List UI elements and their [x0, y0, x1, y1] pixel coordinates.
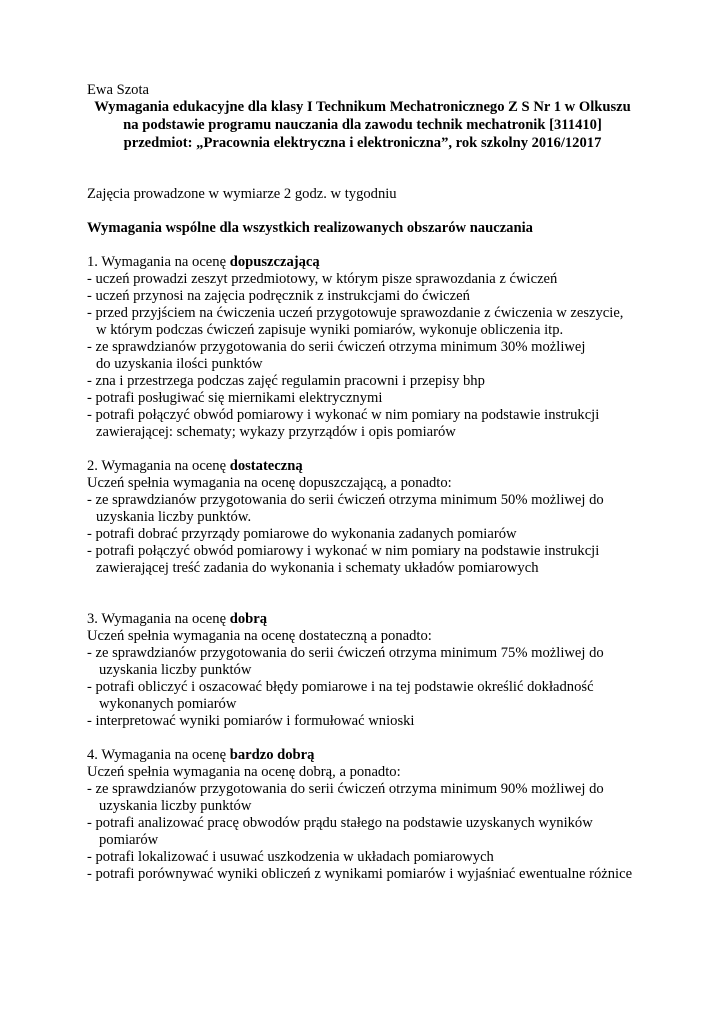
section-2-line: Uczeń spełnia wymagania na ocenę dopuszczającą, a ponadto: — [87, 475, 452, 491]
section-3-line: Uczeń spełnia wymagania na ocenę dostateczną a ponadto: — [87, 628, 432, 644]
section-1-line: - przed przyjściem na ćwiczenia uczeń przygotowuje sprawozdanie z ćwiczenia w zeszycie, — [87, 305, 624, 321]
section-4-line: - potrafi lokalizować i usuwać uszkodzenia w układach pomiarowych — [87, 849, 494, 865]
section-3-line: - ze sprawdzianów przygotowania do serii ćwiczeń otrzyma minimum 75% możliwej do — [87, 645, 604, 661]
hours-note: Zajęcia prowadzone w wymiarze 2 godz. w tygodniu — [87, 186, 397, 202]
section-1-line: - zna i przestrzega podczas zajęć regulamin pracowni i przepisy bhp — [87, 373, 485, 389]
section-1-grade: dopuszczającą — [229, 254, 320, 270]
section-4-heading — [87, 747, 314, 765]
section-1-line: - ze sprawdzianów przygotowania do serii ćwiczeń otrzyma minimum 30% możliwej — [87, 339, 586, 355]
section-4-line: pomiarów — [99, 832, 159, 848]
section-3-line: - interpretować wyniki pomiarów i formułować wnioski — [87, 713, 415, 729]
section-1-prefix: 1. Wymagania na ocenę — [87, 254, 230, 270]
section-1-line: - uczeń przynosi na zajęcia podręcznik z instrukcjami do ćwiczeń — [87, 288, 470, 304]
section-4-grade: bardzo dobrą — [229, 747, 315, 763]
section-2-prefix: 2. Wymagania na ocenę — [87, 458, 230, 474]
section-4-line: uzyskania liczby punktów — [99, 798, 252, 814]
section-4-prefix: 4. Wymagania na ocenę — [87, 747, 230, 763]
section-1-line: - potrafi połączyć obwód pomiarowy i wykonać w nim pomiary na podstawie instrukcji — [87, 407, 600, 423]
common-requirements-heading: Wymagania wspólne dla wszystkich realizowanych obszarów nauczania — [87, 220, 533, 236]
section-2-line: - ze sprawdzianów przygotowania do serii ćwiczeń otrzyma minimum 50% możliwej do — [87, 492, 604, 508]
section-1-line: do uzyskania ilości punktów — [96, 356, 263, 372]
section-1-heading — [87, 254, 320, 272]
section-3-grade: dobrą — [229, 611, 268, 627]
section-1-line: zawierającej: schematy; wykazy przyrządów i opis pomiarów — [96, 424, 456, 440]
author-name: Ewa Szota — [87, 82, 150, 98]
section-4-line: Uczeń spełnia wymagania na ocenę dobrą, a ponadto: — [87, 764, 401, 780]
section-4-line: - ze sprawdzianów przygotowania do serii ćwiczeń otrzyma minimum 90% możliwej do — [87, 781, 604, 797]
section-2-grade: dostateczną — [229, 458, 303, 474]
section-4-line: - potrafi porównywać wyniki obliczeń z wynikami pomiarów i wyjaśniać ewentualne różnice — [87, 866, 633, 882]
section-2-heading — [87, 458, 303, 476]
section-2-line: - potrafi połączyć obwód pomiarowy i wykonać w nim pomiary na podstawie instrukcji — [87, 543, 600, 559]
title-line-2: na podstawie programu nauczania dla zawodu technik mechatronik [311410] — [123, 117, 602, 133]
section-4-line: - potrafi analizować pracę obwodów prądu stałego na podstawie uzyskanych wyników — [87, 815, 593, 831]
title-line-3: przedmiot: „Pracownia elektryczna i elektroniczna”, rok szkolny 2016/12017 — [123, 135, 602, 151]
section-1-line: - potrafi posługiwać się miernikami elektrycznymi — [87, 390, 383, 406]
section-3-heading — [87, 611, 267, 629]
section-3-line: uzyskania liczby punktów — [99, 662, 252, 678]
title-line-1: Wymagania edukacyjne dla klasy I Technikum Mechatronicznego Z S Nr 1 w Olkuszu — [94, 99, 631, 115]
section-3-prefix: 3. Wymagania na ocenę — [87, 611, 230, 627]
section-3-line: wykonanych pomiarów — [99, 696, 237, 712]
section-1-line: w którym podczas ćwiczeń zapisuje wyniki pomiarów, wykonuje obliczenia itp. — [96, 322, 564, 338]
section-2-line: zawierającej treść zadania do wykonania i schematy układów pomiarowych — [96, 560, 539, 576]
section-3-line: - potrafi obliczyć i oszacować błędy pomiarowe i na tej podstawie określić dokładność — [87, 679, 594, 695]
section-1-line: - uczeń prowadzi zeszyt przedmiotowy, w którym pisze sprawozdania z ćwiczeń — [87, 271, 558, 287]
section-2-line: uzyskania liczby punktów. — [96, 509, 252, 525]
section-2-line: - potrafi dobrać przyrządy pomiarowe do wykonania zadanych pomiarów — [87, 526, 517, 542]
